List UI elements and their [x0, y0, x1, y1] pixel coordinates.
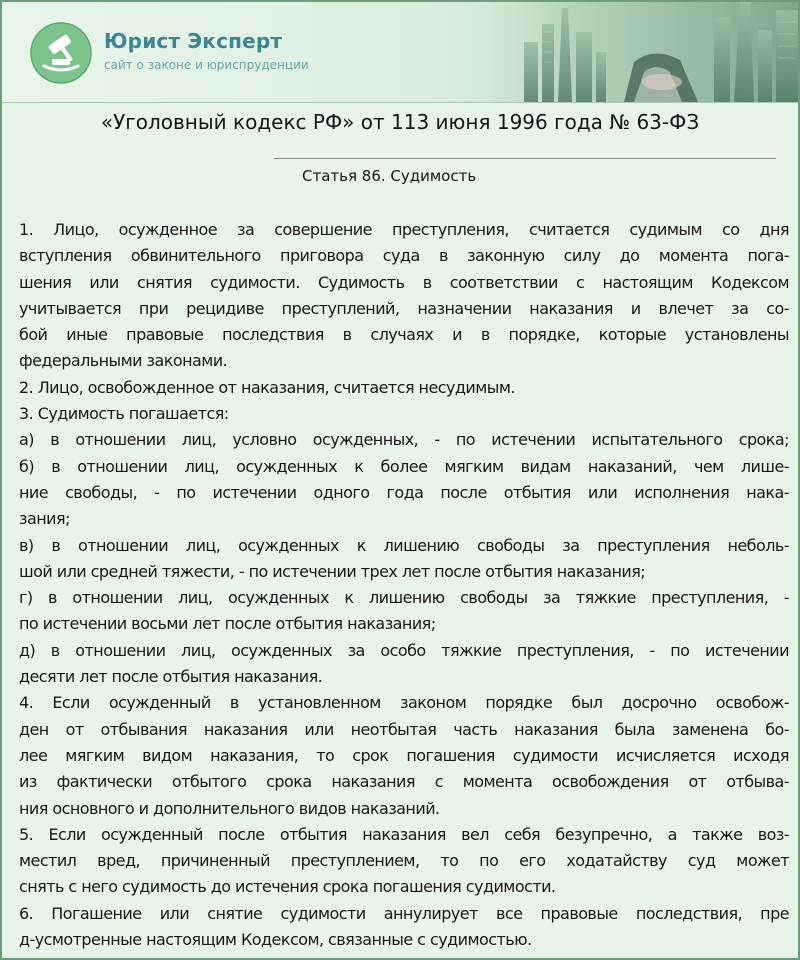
body-line: десяти лет после отбытия наказания.: [19, 667, 323, 687]
body-line: бой иные правовые последствия в случаях и в порядке, которые установлены: [19, 325, 789, 345]
body-line: шения или снятия судимости. Судимость в соответствии с настоящим Кодексом: [19, 272, 789, 292]
body-line: ден от отбывания наказания или неотбытая часть наказания была заменена бо-: [19, 719, 789, 739]
city-skyline-businessman-photo: [484, 2, 798, 102]
body-line: ния основного и дополнительного видов наказаний.: [19, 798, 440, 818]
body-line: местил вред, причиненный преступлением, то по его ходатайству суд может: [19, 851, 789, 871]
site-banner: [2, 2, 798, 103]
body-line: 6. Погашение или снятие судимости аннулирует все правовые последствия, пре: [19, 903, 789, 923]
site-brand-name: Юрист Эксперт: [104, 29, 283, 53]
body-line: ние свободы, - по истечении одного года после отбытия или исполнения нака-: [19, 482, 789, 502]
body-line: 1. Лицо, осужденное за совершение преступления, считается судимым со дня: [19, 220, 789, 239]
body-line: учитывается при рецидиве преступлений, назначении наказания и влечет за со-: [19, 298, 789, 318]
body-line: снять с него судимость до истечения срока погашения судимости.: [19, 877, 556, 897]
body-line: из фактически отбытого срока наказания с момента освобождения от отбыва-: [19, 772, 789, 792]
gavel-in-circle-icon: [30, 22, 92, 84]
article-heading: Статья 86. Судимость: [302, 167, 477, 185]
body-line: лее мягким видом наказания, то срок погашения судимости исчисляется исходя: [19, 745, 789, 765]
body-line: в) в отношении лиц, осужденных к лишению свободы за преступления неболь-: [19, 535, 789, 555]
body-line: федеральными законами.: [19, 351, 228, 371]
body-line: зания;: [19, 509, 70, 529]
body-line: б) в отношении лиц, осужденных к более мягким видам наказаний, чем лише-: [19, 456, 789, 476]
body-line: а) в отношении лиц, условно осужденных, - по истечении испытательного срока;: [19, 430, 789, 450]
body-line: 4. Если осужденный в установленном законом порядке был досрочно освобож-: [19, 693, 789, 713]
title-divider: [274, 158, 776, 159]
body-line: 5. Если осужденный после отбытия наказания вел себя безупречно, а также воз-: [19, 824, 789, 844]
body-line: 3. Судимость погашается:: [19, 404, 229, 424]
body-line: г) в отношении лиц, осужденных к лишению свободы за тяжкие преступления, -: [19, 588, 789, 608]
body-line: шой или средней тяжести, - по истечении трех лет после отбытия наказания;: [19, 561, 646, 581]
body-line: д) в отношении лиц, осужденных за особо тяжкие преступления, - по истечении: [19, 640, 789, 660]
body-line: вступления обвинительного приговора суда в законную силу до момента пога-: [19, 246, 789, 266]
body-line: 2. Лицо, освобожденное от наказания, считается несудимым.: [19, 377, 515, 397]
document-title: «Уголовный кодекс РФ» от 113 июня 1996 года № 63-ФЗ: [100, 110, 700, 134]
body-line: по истечении восьми лет после отбытия наказания;: [19, 614, 436, 634]
article-body: [19, 217, 789, 953]
site-tagline: сайт о законе и юриспруденции: [104, 58, 309, 72]
body-line: д-усмотренные настоящим Кодексом, связанные с судимостью.: [19, 930, 532, 950]
